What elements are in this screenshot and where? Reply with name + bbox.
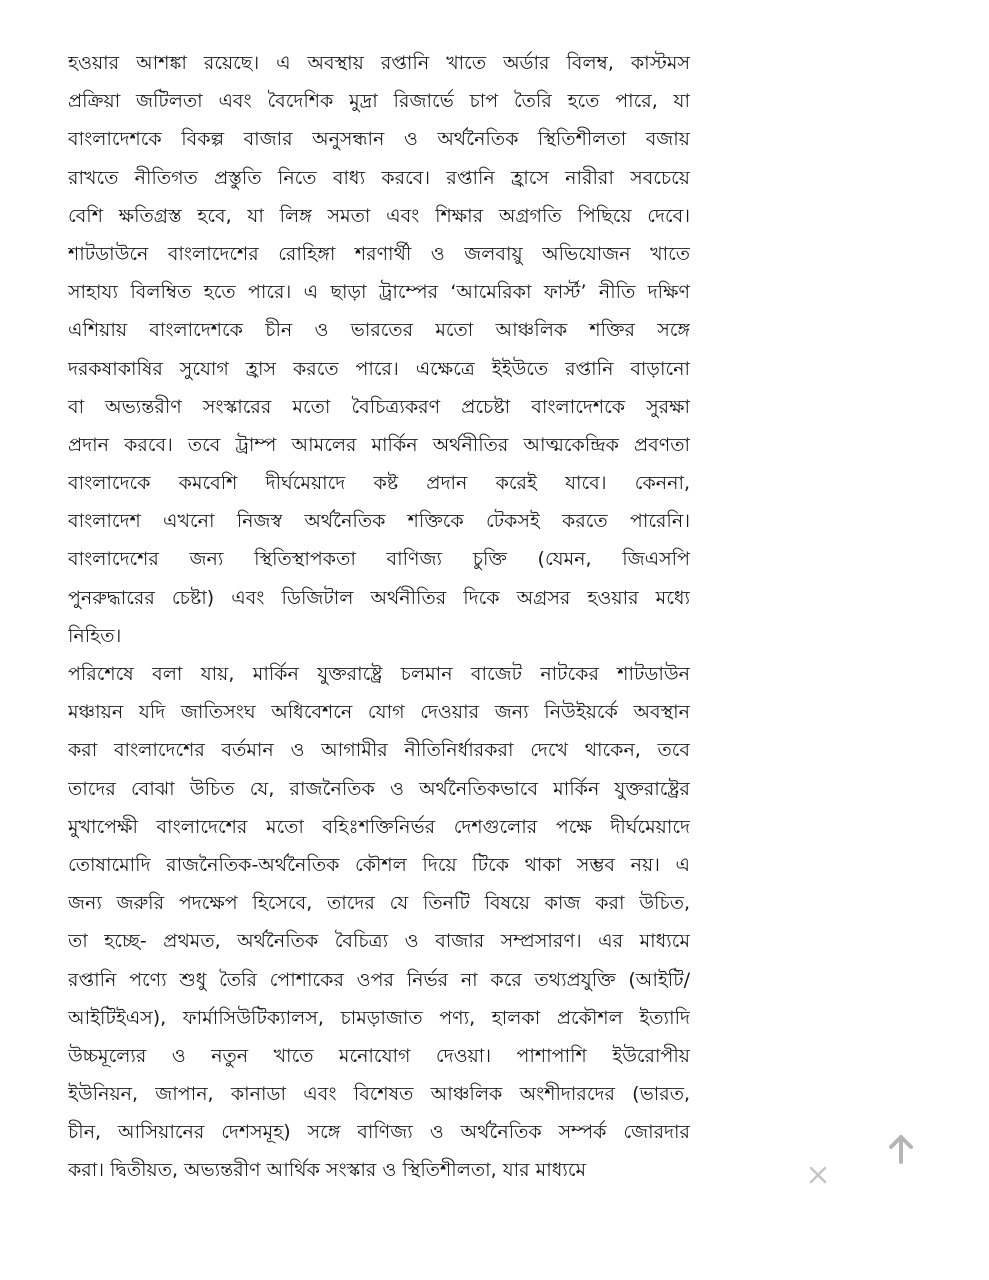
text-line: বেশি ক্ষতিগ্রস্ত হবে, যা লিঙ্গ সমতা এবং শিক্ষার অগ্রগতি পিছিয়ে দেবে। [68,204,690,227]
article-body [68,44,690,1190]
text-line: নিহিত। [68,624,122,647]
text-line: বাংলাদেশের জন্য স্থিতিস্থাপকতা বাণিজ্য চুক্তি (যেমন, জিএসপি [68,548,690,571]
text-line: পুনরুদ্ধারের চেষ্টা) এবং ডিজিটাল অর্থনীতির দিকে অগ্রসর হওয়ার মধ্যে [68,586,690,609]
text-line: বাংলাদেশকে বিকল্প বাজার অনুসন্ধান ও অর্থনৈতিক স্থিতিশীলতা বজায় [68,128,690,151]
text-line: করা বাংলাদেশের বর্তমান ও আগামীর নীতিনির্ধারকরা দেখে থাকেন, তবে [68,739,690,762]
text-line: পরিশেষে বলা যায়, মার্কিন যুক্তরাষ্ট্রে চলমান বাজেট নাটকের শাটডাউন [68,663,690,685]
text-line: তোষামোদি রাজনৈতিক-অর্থনৈতিক কৌশল দিয়ে টিকে থাকা সম্ভব নয়। এ [68,853,690,876]
text-line: শাটডাউনে বাংলাদেশের রোহিঙ্গা শরণার্থী ও জলবায়ু অভিযোজন খাতে [68,242,690,265]
close-button[interactable] [804,1161,832,1189]
text-line: ইউনিয়ন, জাপান, কানাডা এবং বিশেষত আঞ্চলিক অংশীদারদের (ভারত, [68,1083,690,1106]
text-line: উচ্চমূল্যের ও নতুন খাতে মনোযোগ দেওয়া। পাশাপাশি ইউরোপীয় [68,1044,690,1067]
text-line: এশিয়ায় বাংলাদেশকে চীন ও ভারতের মতো আঞ্চলিক শক্তির সঙ্গে [68,319,690,342]
text-line: করা। দ্বিতীয়ত, অভ্যন্তরীণ আর্থিক সংস্কার ও স্থিতিশীলতা, যার মাধ্যমে [68,1159,587,1182]
paragraph [68,655,690,1190]
text-line: মুখাপেক্ষী বাংলাদেশের মতো বহিঃশক্তিনির্ভর দেশগুলোর পক্ষে দীর্ঘমেয়াদে [68,815,690,838]
text-line: সাহায্য বিলম্বিত হতে পারে। এ ছাড়া ট্রাম্পের ‘আমেরিকা ফার্স্ট’ নীতি দক্ষিণ [68,281,690,304]
arrow-up-icon [884,1132,918,1166]
text-line: তাদের বোঝা উচিত যে, রাজনৈতিক ও অর্থনৈতিকভাবে মার্কিন যুক্তরাষ্ট্রের [68,777,690,800]
text-line: হওয়ার আশঙ্কা রয়েছে। এ অবস্থায় রপ্তানি খাতে অর্ডার বিলম্ব, কাস্টমস [68,52,690,74]
text-line: প্রক্রিয়া জটিলতা এবং বৈদেশিক মুদ্রা রিজার্ভে চাপ তৈরি হতে পারে, যা [68,90,690,113]
text-line: রপ্তানি পণ্যে শুধু তৈরি পোশাকের ওপর নির্ভর না করে তথ্যপ্রযুক্তি (আইটি/ [68,968,690,991]
close-icon [804,1161,832,1189]
text-line: আইটিইএস), ফার্মাসিউটিক্যালস, চামড়াজাত পণ্য, হালকা প্রকৌশল ইত্যাদি [68,1006,690,1029]
text-line: দরকষাকাষির সুযোগ হ্রাস করতে পারে। এক্ষেত্রে ইইউতে রপ্তানি বাড়ানো [68,357,690,380]
text-line: বাংলাদেশ এখনো নিজস্ব অর্থনৈতিক শক্তিকে টেকসই করতে পারেনি। [68,510,690,533]
text-line: বাংলাদেকে কমবেশি দীর্ঘমেয়াদে কষ্ট প্রদান করেই যাবে। কেননা, [68,472,690,495]
text-line: বা অভ্যন্তরীণ সংস্কারের মতো বৈচিত্র্যকরণ প্রচেষ্টা বাংলাদেশকে সুরক্ষা [68,395,690,418]
text-line: প্রদান করবে। তবে ট্রাম্প আমলের মার্কিন অর্থনীতির আত্মকেন্দ্রিক প্রবণতা [68,433,690,456]
text-line: চীন, আসিয়ানের দেশসমূহ) সঙ্গে বাণিজ্য ও অর্থনৈতিক সম্পর্ক জোরদার [68,1121,690,1144]
text-line: মঞ্চায়ন যদি জাতিসংঘ অধিবেশনে যোগ দেওয়ার জন্য নিউইয়র্কে অবস্থান [68,701,690,724]
text-line: রাখতে নীতিগত প্রস্তুতি নিতে বাধ্য করবে। রপ্তানি হ্রাসে নারীরা সবচেয়ে [68,166,690,189]
paragraph [68,44,690,655]
text-line: জন্য জরুরি পদক্ষেপ হিসেবে, তাদের যে তিনটি বিষয়ে কাজ করা উচিত, [68,892,690,915]
scroll-to-top-button[interactable] [884,1132,918,1166]
text-line: তা হচ্ছে- প্রথমত, অর্থনৈতিক বৈচিত্র্য ও বাজার সম্প্রসারণ। এর মাধ্যমে [68,930,690,953]
